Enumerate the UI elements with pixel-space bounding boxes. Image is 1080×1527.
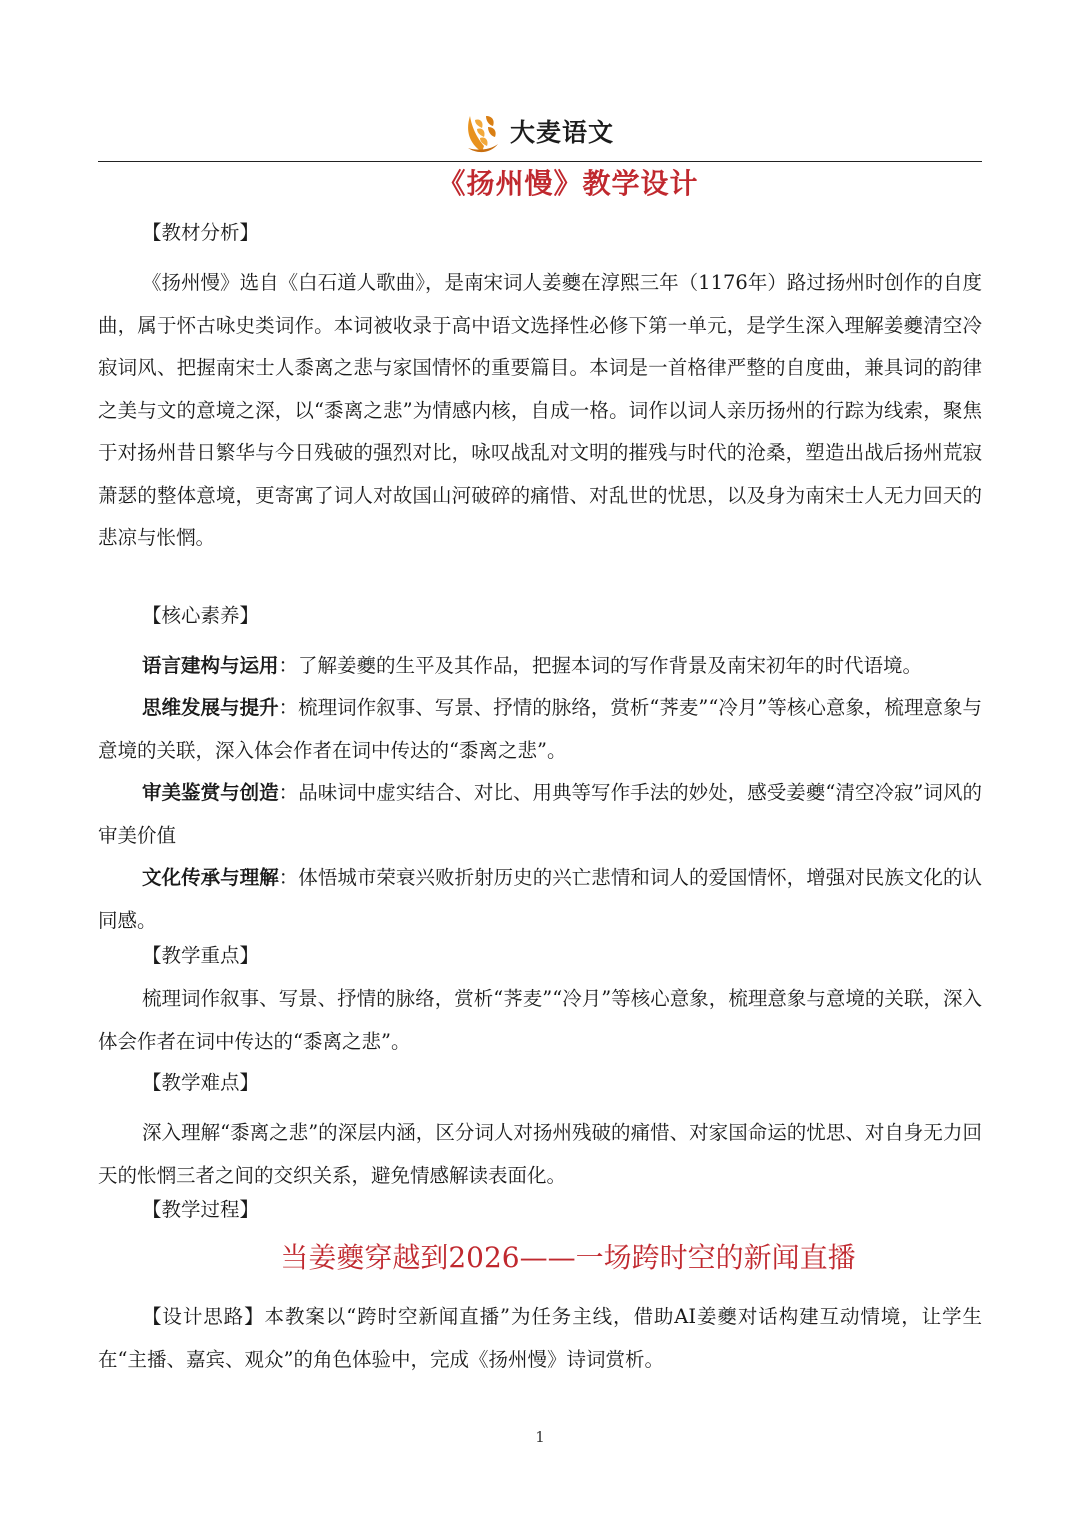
brand-logo (462, 106, 614, 156)
core-item-text: ：体悟城市荣衰兴败折射历史的兴亡悲情和词人的爱国情怀，增强对民族文化的认同感。 (98, 866, 982, 932)
design-idea-text: 本教案以“跨时空新闻直播”为任务主线，借助AI姜夔对话构建互动情境，让学生在“主播、嘉宾、观众”的角色体验中，完成《扬州慢》诗词赏析。 (98, 1305, 982, 1371)
process-subtitle: 当姜夔穿越到2026——一场跨时空的新闻直播 (280, 1241, 856, 1274)
difficulties-paragraph: 深入理解“黍离之悲”的深层内涵，区分词人对扬州残破的痛惜、对家国命运的忧思、对自身无力回天的怅惘三者之间的交织关系，避免情感解读表面化。 (98, 1121, 982, 1187)
core-item-thinking (98, 687, 982, 772)
analysis-paragraph: 《扬州慢》选自《白石道人歌曲》，是南宋词人姜夔在淳熙三年（1176年）路过扬州时创作的自度曲，属于怀古咏史类词作。本词被收录于高中语文选择性必修下第一单元，是学生深入理解姜夔清空冷寂词风、把握南宋士人黍离之悲与家国情怀的重要篇目。本词是一首格律严整的自度曲，兼具词的韵律之美与文的意境之深，以“黍离之悲”为情感内核，自成一格。词作以词人亲历扬州的行踪为线索，聚焦于对扬州昔日繁华与今日残破的强烈对比，咏叹战乱对文明的摧残与时代的沧桑，塑造出战后扬州荒寂萧瑟的整体意境，更寄寓了词人对故国山河破碎的痛惜、对乱世的忧思，以及身为南宋士人无力回天的悲凉与怅惘。 (98, 271, 982, 549)
brand-name: 大麦语文 (510, 118, 615, 147)
core-item-lead: 文化传承与理解 (142, 866, 279, 889)
section-heading-key-points: 【教学重点】 (142, 944, 260, 967)
core-item-lead: 思维发展与提升 (142, 696, 279, 719)
page-number: 1 (535, 1428, 545, 1446)
section-heading-analysis: 【教材分析】 (142, 221, 260, 244)
core-item-language (98, 645, 982, 688)
wheat-logo-icon (462, 108, 502, 154)
section-heading-difficulties: 【教学难点】 (142, 1071, 260, 1094)
section-heading-process: 【教学过程】 (142, 1198, 260, 1221)
core-item-lead: 语言建构与运用 (142, 654, 279, 677)
core-item-culture (98, 857, 982, 942)
design-idea-lead: 【设计思路】 (142, 1305, 265, 1328)
core-item-text: ：了解姜夔的生平及其作品，把握本词的写作背景及南宋初年的时代语境。 (278, 654, 923, 677)
document-title: 《扬州慢》教学设计 (437, 167, 699, 200)
design-idea-paragraph (98, 1296, 982, 1381)
core-item-aesthetic (98, 772, 982, 857)
key-points-paragraph: 梳理词作叙事、写景、抒情的脉络，赏析“荠麦”“冷月”等核心意象，梳理意象与意境的关联，深入体会作者在词中传达的“黍离之悲”。 (98, 987, 982, 1053)
core-item-lead: 审美鉴赏与创造 (142, 781, 279, 804)
core-item-text: ：品味词中虚实结合、对比、用典等写作手法的妙处，感受姜夔“清空冷寂”词风的审美价值 (98, 781, 982, 847)
core-item-text: ：梳理词作叙事、写景、抒情的脉络，赏析“荠麦”“冷月”等核心意象，梳理意象与意境的关联，深入体会作者在词中传达的“黍离之悲”。 (98, 696, 982, 762)
section-heading-core: 【核心素养】 (142, 604, 260, 627)
